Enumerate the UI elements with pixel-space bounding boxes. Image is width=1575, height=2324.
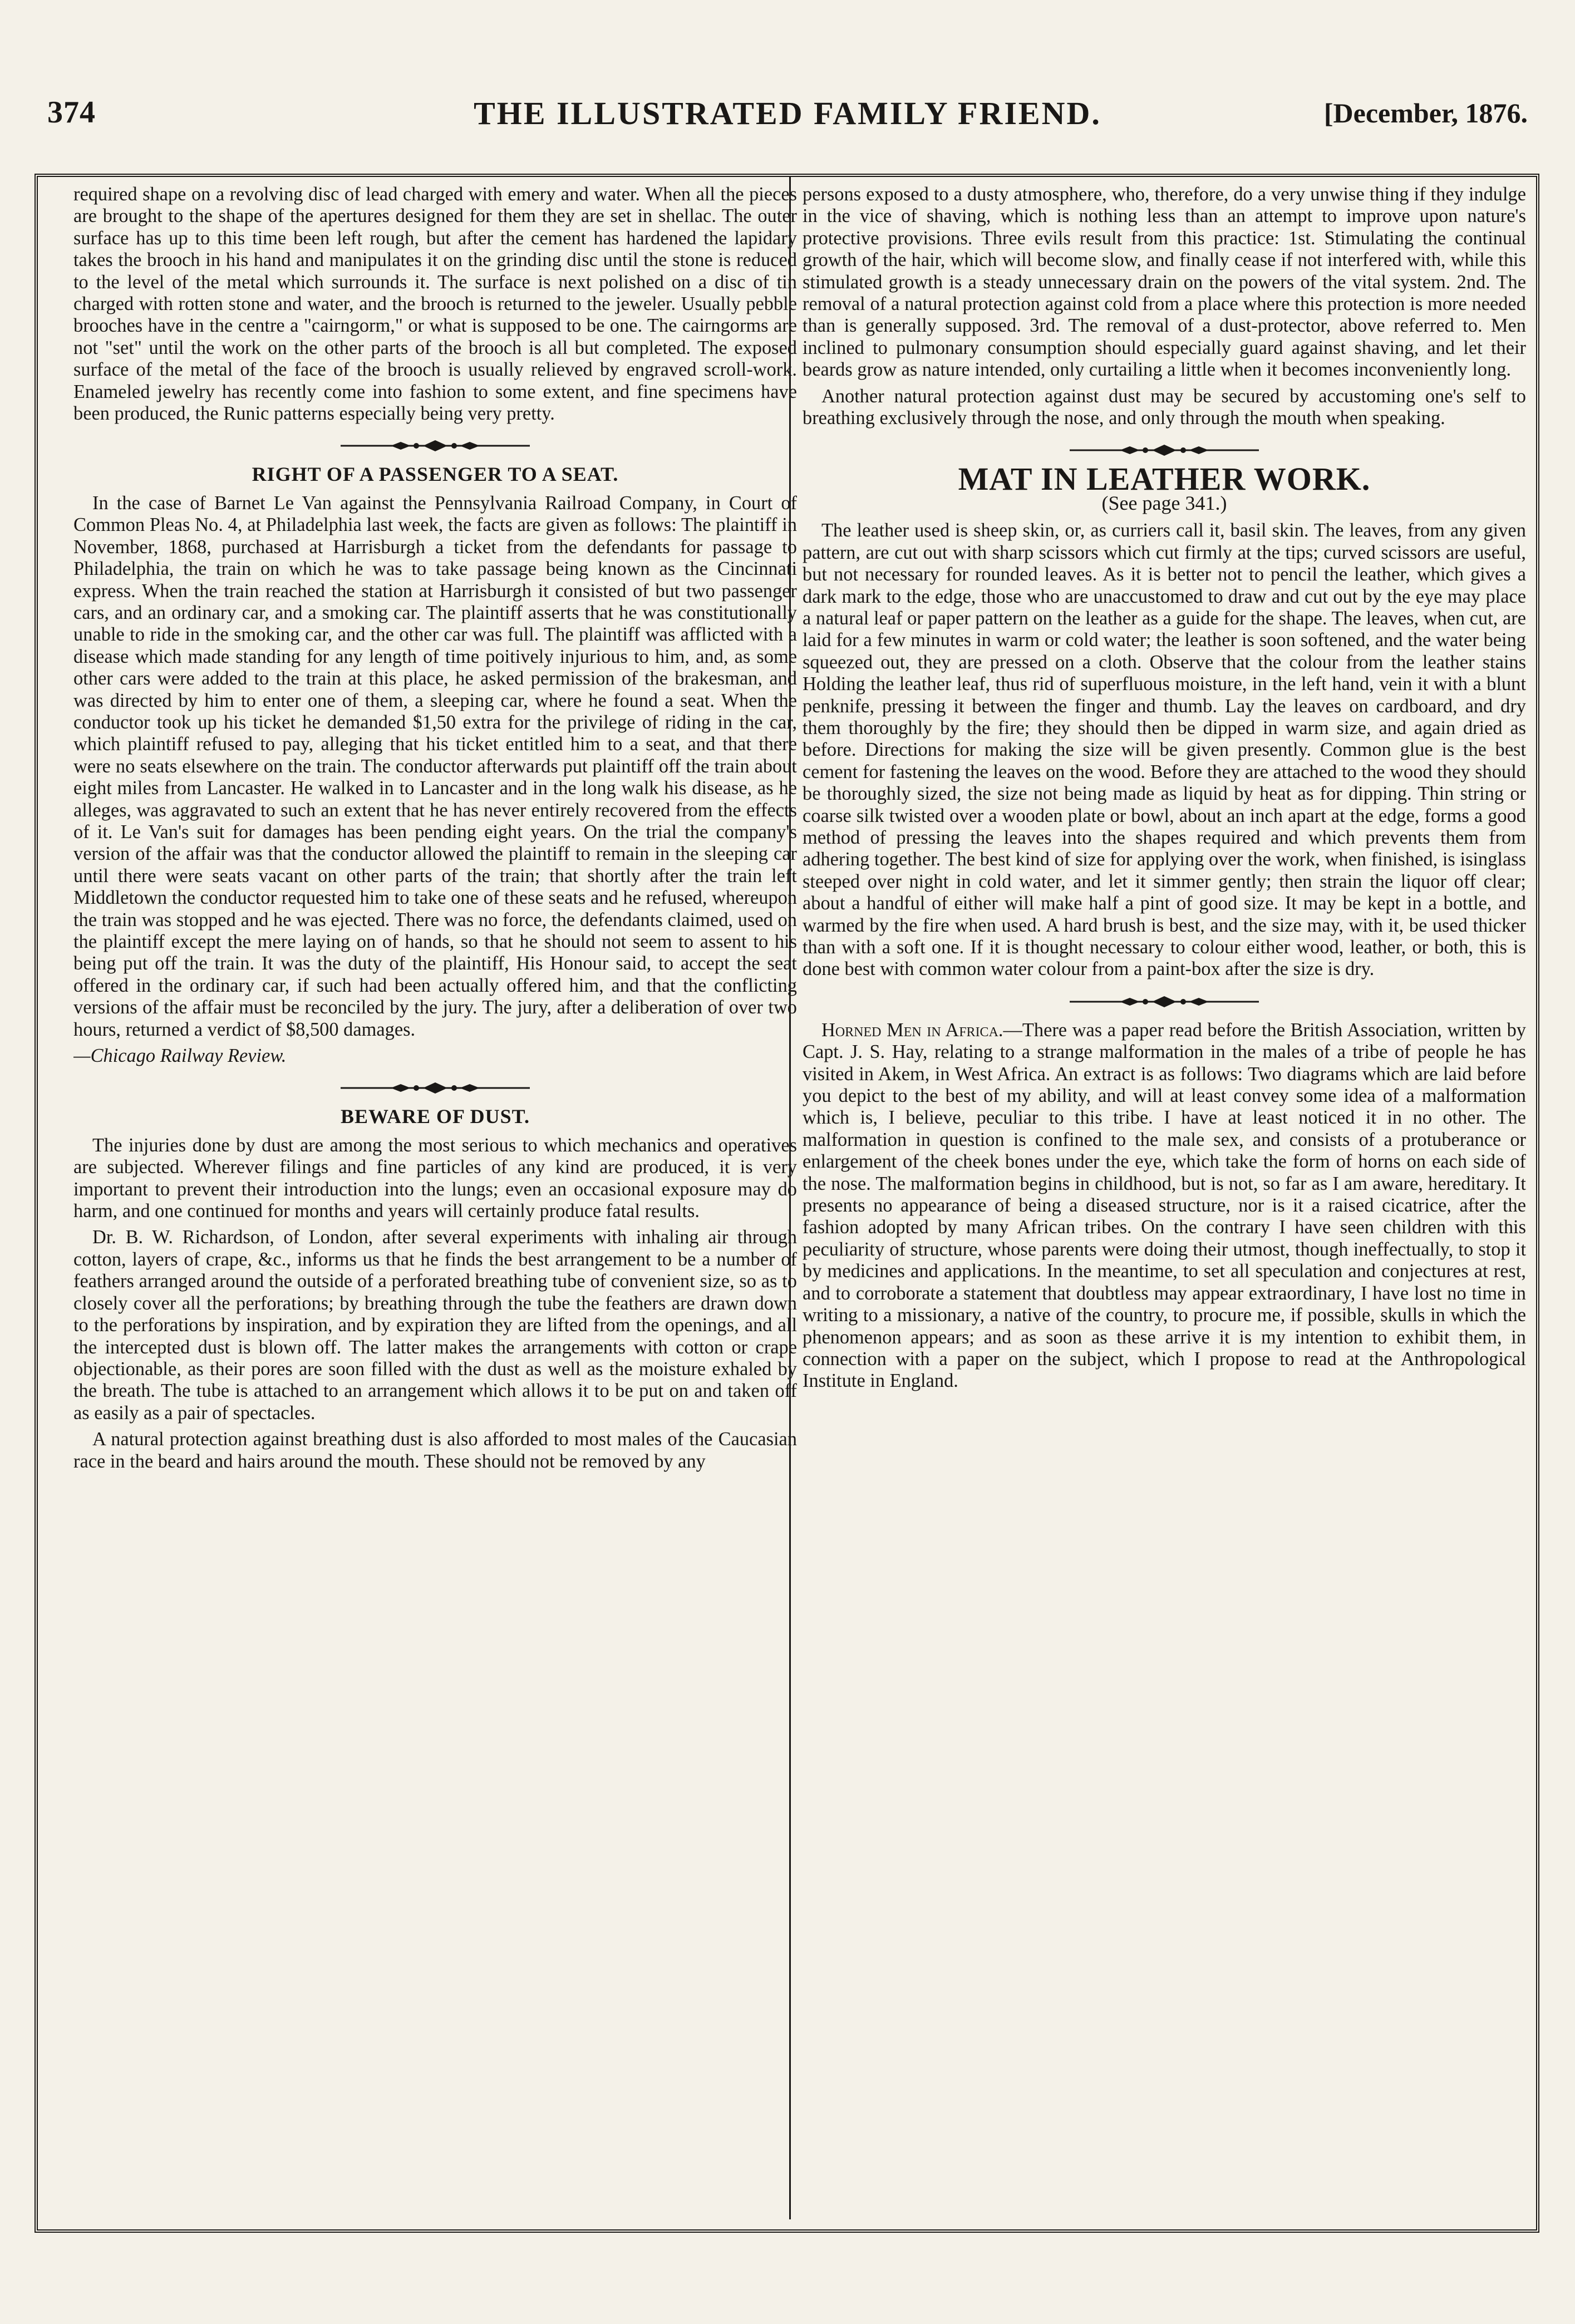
dust-paragraph-1: The injuries done by dust are among the most serious to which mechanics and operatives are subjected. Wherever filings and fine particles of any kind are produced, it is very important to prevent their introduction into the lungs; even an occasional exposure may do harm, and one continued for months and years will certainly produce fatal results. <box>73 1134 797 1222</box>
horned-men-article <box>803 1020 1526 1392</box>
mat-article-text: The leather used is sheep skin, or, as curriers call it, basil skin. The leaves, from any given pattern, are cut out with sharp scissors which cut firmly at the tips; curved scissors are useful, but not necessary for rounded leaves. As it is better not to pencil the leather, which gives a dark mark to the edge, those who are unaccustomed to draw and cut out by the eye may place a natural leaf or paper pattern on the leather as a guide for the shape. The leaves, when cut, are laid for a few minutes in warm or cold water; the leather is soon softened, and the water being squeezed out, they are pressed on a cloth. Observe that the colour from the leather stains Holding the leather leaf, thus rid of superfluous moisture, in the left hand, vein it with a blunt penknife, pressing it between the finger and thumb. Lay the leaves on cardboard, and dry them thoroughly by the fire; they should then be dipped in warm size, and again dried as before. Directions for making the size will be given presently. Common glue is the best cement for fastening the leaves on the wood. Before they are attached to the wood they should be thoroughly sized, the size not being made as liquid by heat as for dipping. Thin string or coarse silk twisted over a wooden plate or bowl, about an inch apart at the edge, forms a good method of pressing the leaves into the shapes required and which prevents them from adhering together. The best kind of size for applying over the work, when finished, is isinglass steeped over night in cold water, and let it simmer gently; then strain the liquor off clear; about a handful of either will make half a pint of good size. It may be kept in a bottle, and warmed by the fire when used. A hard brush is best, and the size may, with it, be used thicker than with a soft one. If it is thought necessary to colour either wood, leather, or both, this is done best with common water colour from a paint-box after the size is dry. <box>803 520 1526 980</box>
dust-paragraph-3: A natural protection against breathing dust is also afforded to most males of the Caucasian race in the beard and hairs around the mouth. These should not be removed by any <box>73 1429 797 1472</box>
article-source: —Chicago Railway Review. <box>73 1045 287 1067</box>
page-header <box>47 95 1528 139</box>
divider-ornament-icon <box>335 1081 535 1095</box>
passenger-article-text: In the case of Barnet Le Van against the Pennsylvania Railroad Company, in Court of Common Pleas No. 4, at Philadelphia last week, the facts are given as follows: The plaintiff in November, 1868, purchased at Harrisburgh a ticket from the defendants for passage to Philadelphia, the train on which he was to take passage being known as the Cincinnati express. When the train reached the station at Harrisburgh it consisted of but two passenger cars, and an ordinary car, and a smoking car. The plaintiff asserts that he was constitutionally unable to ride in the smoking car, and the other car was full. The plaintiff was afflicted with a disease which made standing for any length of time poitively injurious to him, and, as some other cars were added to the train at this place, he asked permission of the brakesman, and was directed by him to enter one of them, a sleeping car, where he found a seat. When the conductor took up his ticket he demanded $1,50 extra for the privilege of riding in the car, which plaintiff refused to pay, alleging that his ticket entitled him to a seat, and that there were no seats elsewhere on the train. The conductor afterwards put plaintiff off the train about eight miles from Lancaster. He walked in to Lancaster and in the long walk his disease, as he alleges, was aggravated to such an extent that he has never entirely recovered from the effects of it. Le Van's suit for damages has been pending eight years. On the trial the company's version of the affair was that the conductor allowed the plaintiff to remain in the sleeping car until there were seats vacant on other parts of the train; that shortly after the train left Middletown the conductor requested him to take one of these seats and he refused, whereupon the train was stopped and he was ejected. There was no force, the defendants claimed, used on the plaintiff except the mere laying on of hands, so that he should not seem to assent to his being put off the train. It was the duty of the plaintiff, His Honour said, to accept the seat offered in the ordinary car, if such had been actually offered him, and that the conflicting versions of the affair must be reconciled by the jury. The jury, after a deliberation of over two hours, returned a verdict of $8,500 damages. <box>73 492 797 1040</box>
divider-ornament-icon <box>1064 444 1264 457</box>
section-title-passenger: RIGHT OF A PASSENGER TO A SEAT. <box>252 463 619 486</box>
section-subtitle-mat: (See page 341.) <box>1101 491 1227 514</box>
issue-date: [December, 1876. <box>1323 97 1528 129</box>
dust-paragraph-2: Dr. B. W. Richardson, of London, after several experiments with inhaling air through cotton, layers of crape, &c., informs us that he finds the best arrangement to be a number of feathers arranged around the outside of a perforated breathing tube of convenient size, so as to closely cover all the perforations; by breathing through the tube the feathers are drawn down to the perforations by inspiration, and by expiration they are lifted from the openings, and all the intercepted dust is blown off. The latter makes the arrangements with cotton or crape objectionable, as their pores are soon filled with the dust as well as the moisture exhaled by the breath. The tube is attached to an arrangement which allows it to be put on and taken off as easily as a pair of spectacles. <box>73 1227 797 1424</box>
section-title-dust: BEWARE OF DUST. <box>340 1105 530 1128</box>
article-continuation: required shape on a revolving disc of lead charged with emery and water. When all the pieces are brought to the shape of the apertures designed for them they are set in shellac. The outer surface has up to this time been left rough, but after the cement has hardened the lapidary takes the brooch in his hand and manipulates it on the grinding disc until the stone is reduced to the level of the metal which surrounds it. The surface is next polished on a disc of tin charged with rotten stone and water, and the brooch is returned to the jeweler. Usually pebble brooches have in the centre a "cairngorm," or what is supposed to be one. The cairngorms are not "set" until the work on the other parts of the brooch is all but completed. The exposed surface of the metal of the face of the brooch is usually relieved by engraved scroll-work. Enameled jewelry has recently come into fashion to some extent, and fine specimens have been produced, the Runic patterns especially being very pretty. <box>73 184 797 425</box>
section-title-mat: MAT IN LEATHER WORK. <box>958 461 1371 498</box>
right-column <box>803 184 1526 2209</box>
masthead-title: THE ILLUSTRATED FAMILY FRIEND. <box>474 95 1101 131</box>
left-column <box>73 184 797 2209</box>
page-number: 374 <box>47 95 96 130</box>
dust-continuation: persons exposed to a dusty atmosphere, who, therefore, do a very unwise thing if they indulge in the vice of shaving, which is nothing less than an attempt to improve upon nature's protective provisions. Three evils result from this practice: 1st. Stimulating the continual growth of the hair, which will become slow, and finally cease if not interfered with, while this stimulated growth is a steady unnecessary drain on the powers of the vital system. 2nd. The removal of a natural protection against cold from a place where this protection is more needed than is generally supposed. 3rd. The removal of a dust-protector, above referred to. Men inclined to pulmonary consumption should especially guard against shaving, and let their beards grow as nature intended, only curtailing a little when it becomes inconveniently long. <box>803 184 1526 381</box>
dust-paragraph-4: Another natural protection against dust may be secured by accustoming one's self to breathing exclusively through the nose, and only through the mouth when speaking. <box>803 385 1526 429</box>
horned-men-text: —There was a paper read before the British Association, written by Capt. J. S. Hay, relating to a strange malformation in the males of a tribe of people he has visited in Akem, in West Africa. An extract is as follows: Two diagrams which are laid before you depict to the best of my ability, and will at least convey some idea of a malformation which is, I believe, peculiar to this tribe. I have at least noticed it in no other. The malformation in question is confined to the male sex, and consists of a protuberance or enlargement of the cheek bones under the eye, which take the form of horns on each side of the nose. The malformation begins in childhood, but is not, so far as I am aware, hereditary. It presents no appearance of being a diseased structure, nor is it a raised cicatrice, after the fashion adopted by many African tribes. On the contrary I have seen children with this peculiarity of structure, whose parents were doing their utmost, though ineffectually, to stop it by medicines and applications. In the meantime, to set all speculation and conjectures at rest, and to corroborate a statement that doubtless may appear extraordinary, I have lost no time in writing to a missionary, a native of the country, to procure me, if possible, skulls in which the phenomenon appears; and as soon as these arrive it is my intention to exhibit them, in connection with a paper on the subject, which I propose to read at the Anthropological Institute in England. <box>803 1019 1526 1392</box>
horned-men-lead: Horned Men in Africa. <box>821 1019 1003 1041</box>
divider-ornament-icon <box>335 439 535 452</box>
divider-ornament-icon <box>1064 995 1264 1008</box>
